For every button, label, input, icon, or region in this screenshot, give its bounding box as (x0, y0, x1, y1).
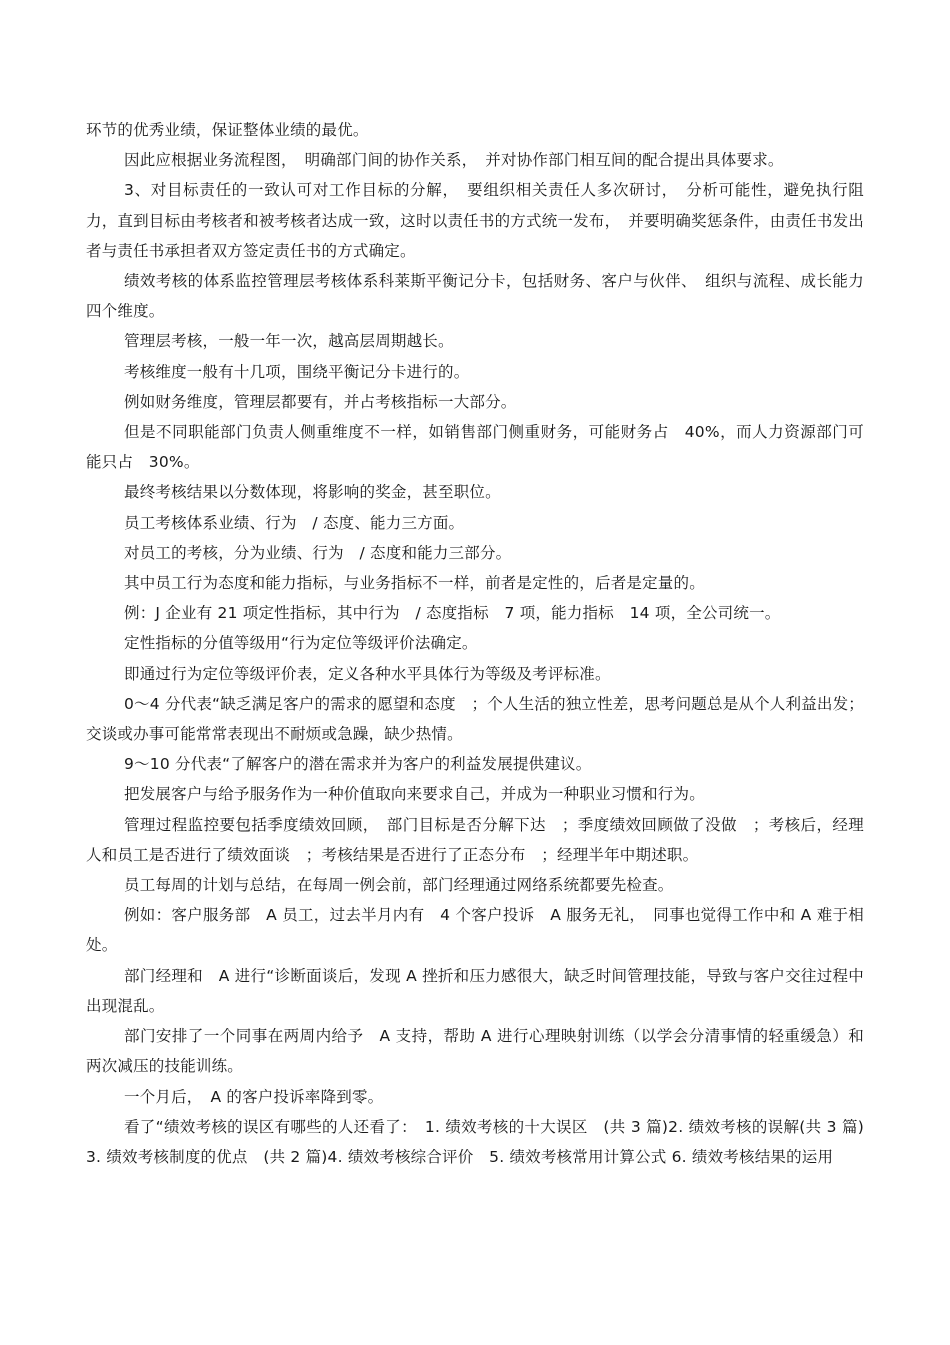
paragraph: 把发展客户与给予服务作为一种价值取向来要求自己，并成为一种职业习惯和行为。 (124, 785, 705, 804)
paragraph: 考核维度一般有十几项，围绕平衡记分卡进行的。 (124, 362, 470, 381)
paragraph: 绩效考核的体系监控管理层考核体系科莱斯平衡记分卡，包括财务、客户与伙伴、 组织与流程、成长能力四个维度。 (86, 272, 864, 321)
paragraph: 部门安排了一个同事在两周内给予 A 支持，帮助 A 进行心理映射训练（以学会分清事情的轻重缓急）和两次减压的技能训练。 (86, 1027, 864, 1076)
paragraph: 最终考核结果以分数体现，将影响的奖金，甚至职位。 (124, 483, 501, 502)
paragraph: 3、对目标责任的一致认可对工作目标的分解， 要组织相关责任人多次研讨， 分析可能性，避免执行阻力，直到目标由考核者和被考核者达成一致，这时以责任书的方式统一发布， 并要明确奖惩条件，由责任书发出者与责任书承担者双方签定责任书的方式确定。 (86, 181, 864, 260)
paragraph: 员工每周的计划与总结，在每周一例会前，部门经理通过网络系统都要先检查。 (124, 876, 674, 895)
paragraph: 定性指标的分值等级用“行为定位等级评价法确定。 (124, 634, 478, 653)
paragraph: 其中员工行为态度和能力指标，与业务指标不一样，前者是定性的，后者是定量的。 (124, 574, 705, 593)
paragraph: 但是不同职能部门负责人侧重维度不一样，如销售部门侧重财务，可能财务占 40%，而人力资源部门可能只占 30%。 (86, 423, 864, 472)
paragraph: 部门经理和 A 进行“诊断面谈后，发现 A 挫折和压力感很大，缺乏时间管理技能，导致与客户交往过程中出现混乱。 (86, 966, 864, 1015)
paragraph: 环节的优秀业绩，保证整体业绩的最优。 (86, 121, 369, 139)
paragraph: 0～4 分代表“缺乏满足客户的需求的愿望和态度 ；个人生活的独立性差，思考问题总是从个人利益出发；交谈或办事可能常常表现出不耐烦或急躁，缺少热情。 (86, 694, 864, 744)
paragraph: 管理层考核，一般一年一次，越高层周期越长。 (124, 332, 454, 351)
paragraph: 管理过程监控要包括季度绩效回顾， 部门目标是否分解下达 ；季度绩效回顾做了没做 ；考核后，经理人和员工是否进行了绩效面谈 ；考核结果是否进行了正态分布 ；经理半年中期述职。 (86, 815, 864, 864)
paragraph: 一个月后， A 的客户投诉率降到零。 (124, 1087, 384, 1106)
paragraph: 因此应根据业务流程图， 明确部门间的协作关系， 并对协作部门相互间的配合提出具体要求。 (124, 151, 784, 170)
paragraph: 即通过行为定位等级评价表，定义各种水平具体行为等级及考评标准。 (124, 664, 611, 683)
paragraph: 员工考核体系业绩、行为 / 态度、能力三方面。 (124, 513, 465, 532)
paragraph: 例如：客户服务部 A 员工，过去半月内有 4 个客户投诉 A 服务无礼， 同事也觉得工作中和 A 难于相处。 (86, 906, 864, 955)
paragraph: 例：J 企业有 21 项定性指标，其中行为 / 态度指标 7 项，能力指标 14 项，全公司统一。 (124, 604, 781, 623)
paragraph: 看了“绩效考核的误区有哪些的人还看了： 1. 绩效考核的十大误区 (共 3 篇)2. 绩效考核的误解(共 3 篇)3. 绩效考核制度的优点 (共 2 篇)4. 绩效考核综合评价 5. 绩效考核常用计算公式 6. 绩效考核结果的运用 (86, 1117, 864, 1166)
paragraph: 对员工的考核，分为业绩、行为 / 态度和能力三部分。 (124, 543, 512, 562)
paragraph: 例如财务维度，管理层都要有，并占考核指标一大部分。 (124, 392, 517, 411)
paragraph: 9～10 分代表“了解客户的潜在需求并为客户的利益发展提供建议。 (124, 755, 592, 774)
document-body (86, 115, 864, 1172)
